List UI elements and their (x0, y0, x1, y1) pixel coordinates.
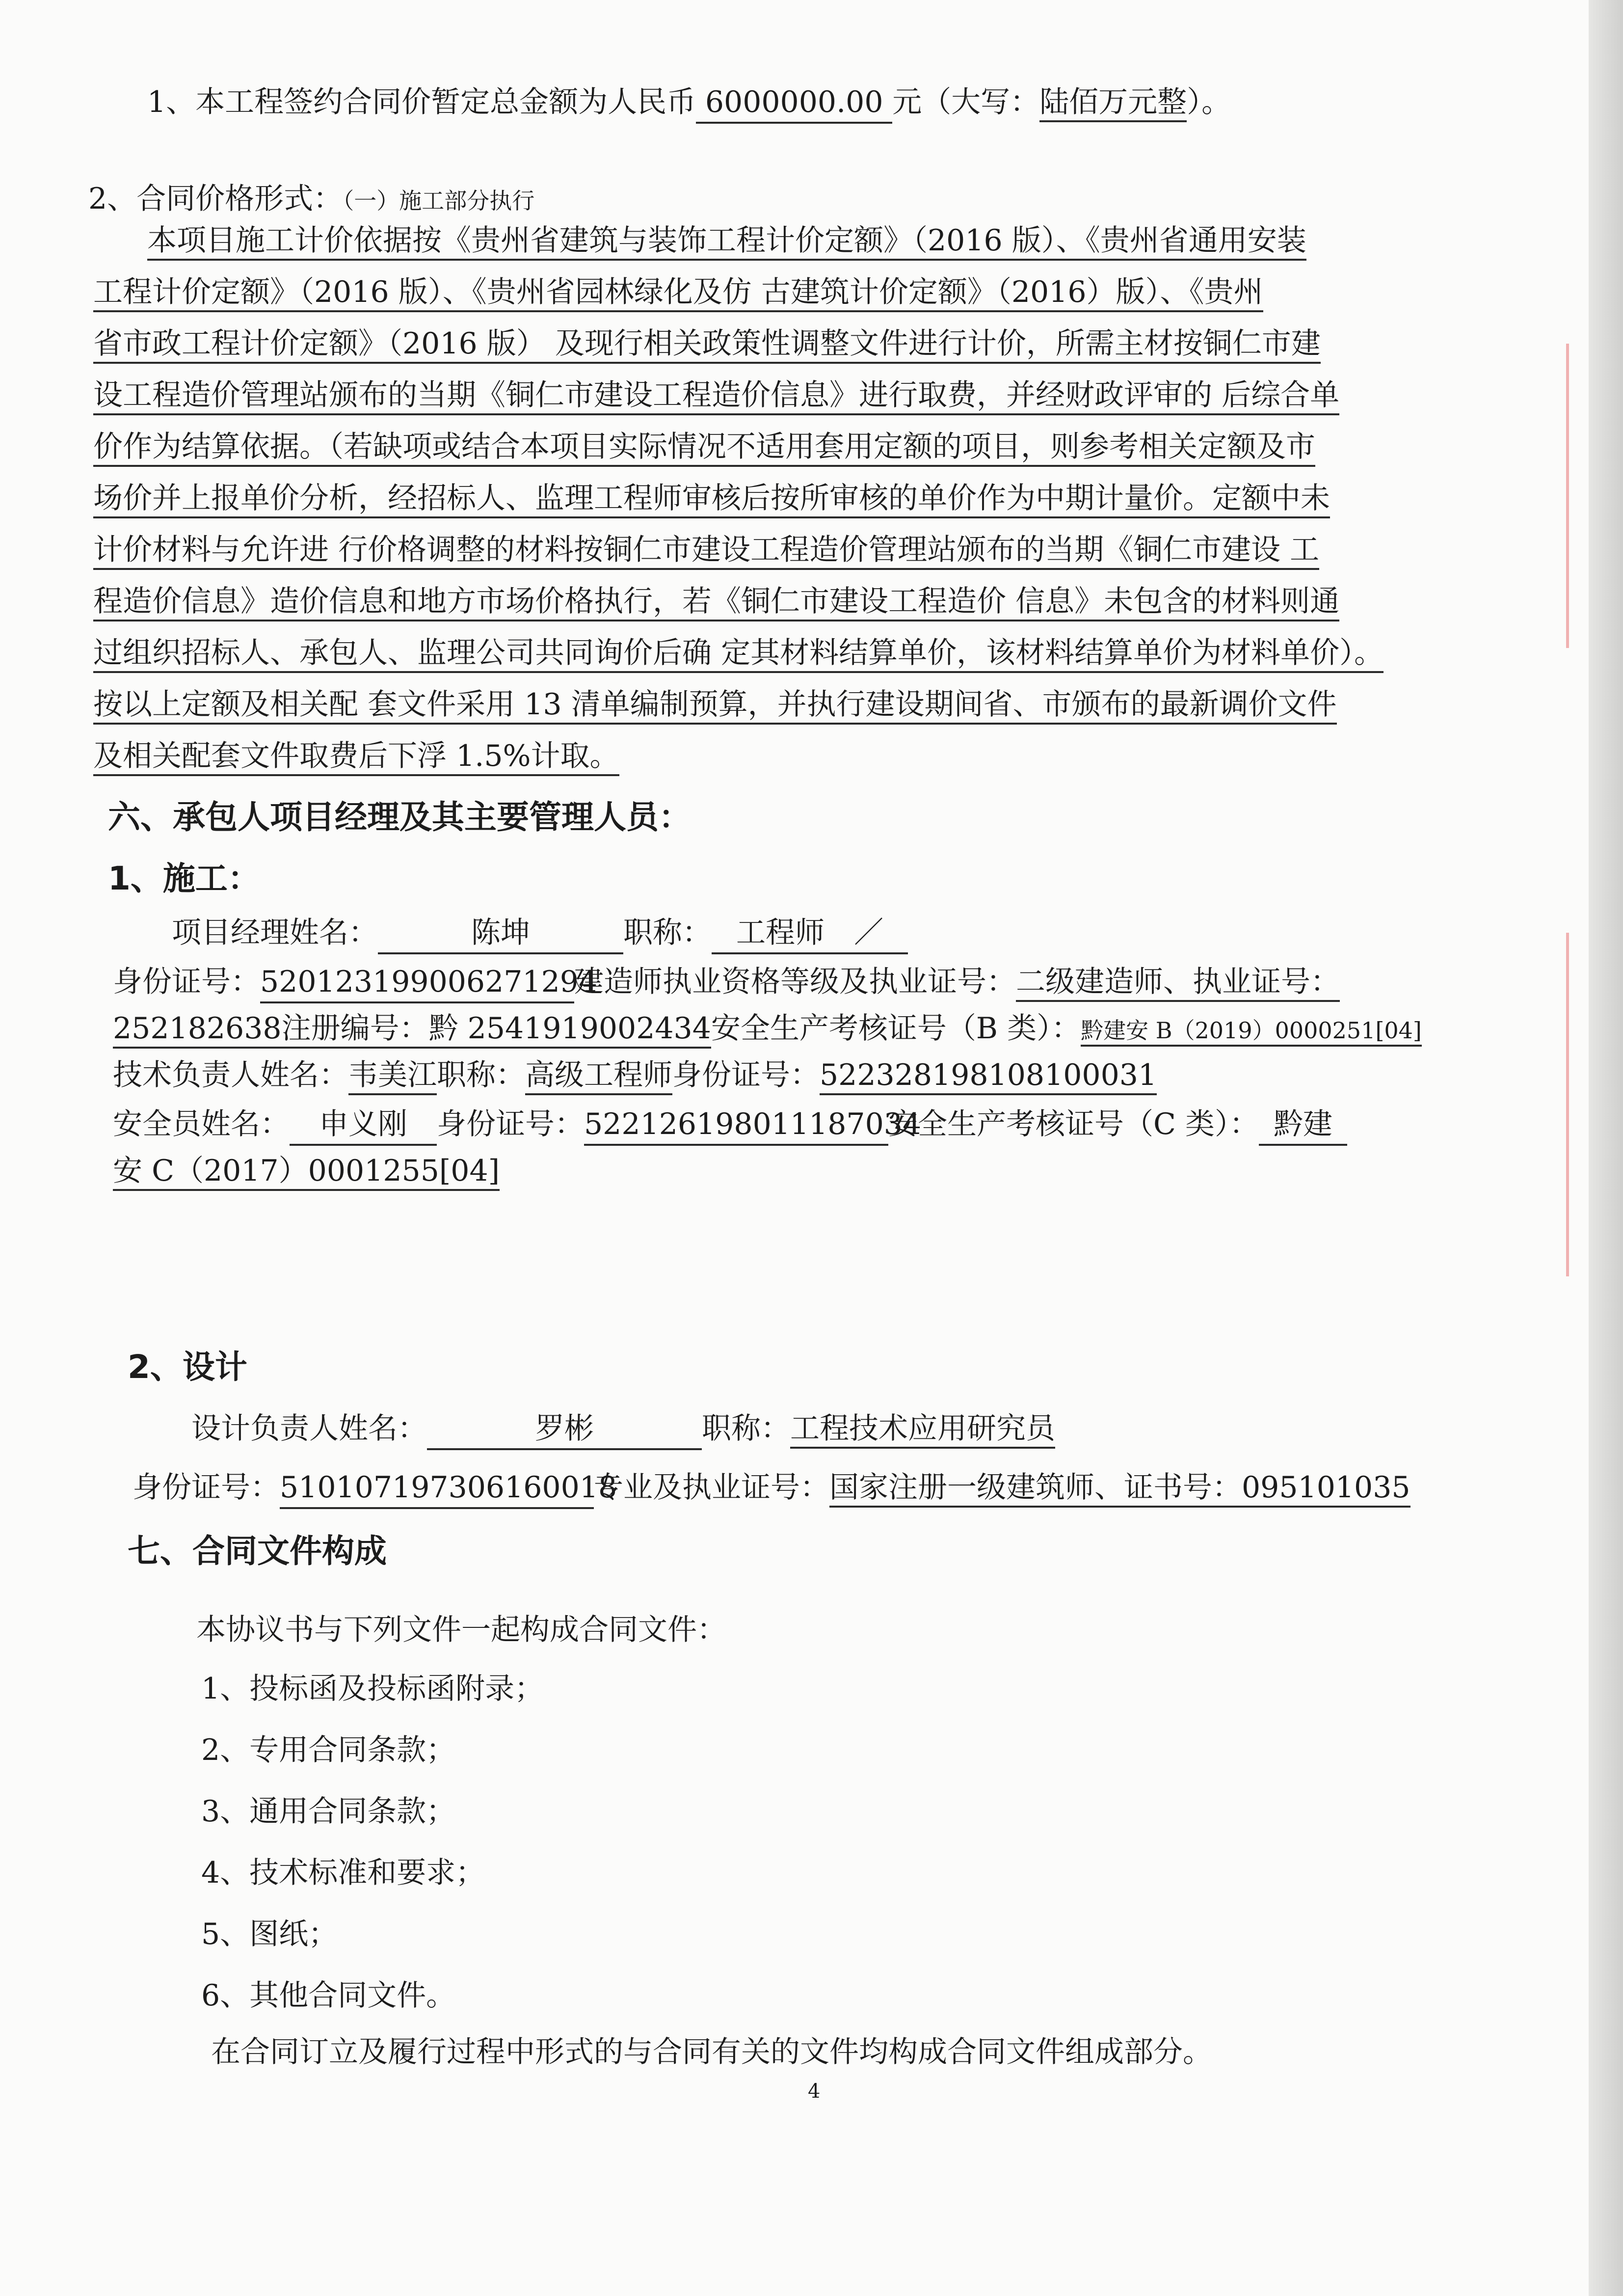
project-manager-id-line: 身份证号：520123199006271294建造师执业资格等级及执业证号：二级建造师、执业证号： (113, 962, 1340, 1003)
price-form-body-line: 省市政工程计价定额》（2016 版） 及现行相关政策性调整文件进行计价，所需主材按铜仁市建 (93, 324, 1321, 363)
technical-lead-line: 技术负责人姓名：韦美江职称：高级工程师身份证号：522328198108100031 (113, 1055, 1157, 1095)
price-form-body-line: 设工程造价管理站颁布的当期《铜仁市建设工程造价信息》进行取费，并经财政评审的 后综合单 (93, 376, 1339, 415)
contract-doc-item: 6、其他合同文件。 (201, 1978, 456, 2013)
page-number: 4 (808, 2080, 821, 2103)
contract-amount: 6000000.00 (696, 82, 892, 124)
project-manager-line: 项目经理姓名： 陈坤 职称： 工程师 ／ (172, 913, 908, 954)
contract-amount-words: 陆佰万元整 (1039, 85, 1187, 122)
contract-doc-item: 4、技术标准和要求； (201, 1856, 485, 1890)
contract-doc-item: 1、投标函及投标函附录； (201, 1672, 544, 1706)
subsection-heading: 1、施工： (108, 860, 260, 897)
contract-docs-closing: 在合同订立及履行过程中形式的与合同有关的文件均构成合同文件组成部分。 (211, 2035, 1212, 2069)
contract-price-line: 1、本工程签约合同价暂定总金额为人民币 6000000.00 元（大写：陆佰万元整）。 (147, 82, 1231, 124)
price-form-body-line: 价作为结算依据。（若缺项或结合本项目实际情况不适用套用定额的项目，则参考相关定额及市 (93, 427, 1315, 466)
section-heading: 六、承包人项目经理及其主要管理人员： (108, 798, 691, 836)
project-manager-reg-line: 252182638注册编号：黔 2541919002434安全生产考核证号（B 类）：黔建安 B（2019）0000251[04] (113, 1009, 1422, 1050)
price-form-body-line: 及相关配套文件取费后下浮 1.5%计取。 (93, 736, 619, 776)
price-form-body-line: 工程计价定额》（2016 版）、《贵州省园林绿化及仿 古建筑计价定额》（2016）版）、《贵州 (93, 272, 1263, 312)
seal-mark (1537, 933, 1569, 1276)
price-form-body-line: 计价材料与允许进 行价格调整的材料按铜仁市建设工程造价管理站颁布的当期《铜仁市建设 工 (93, 530, 1319, 569)
price-form-body-line: 过组织招标人、承包人、监理公司共同询价后确 定其材料结算单价，该材料结算单价为材料单价）。 (93, 633, 1384, 673)
subsection-heading: 2、设计 (128, 1348, 247, 1386)
contract-docs-intro: 本协议书与下列文件一起构成合同文件： (196, 1613, 726, 1647)
price-form-body-line: 按以上定额及相关配 套文件采用 13 清单编制预算，并执行建设期间省、市颁布的最新调价文件 (93, 685, 1337, 724)
safety-officer-cert-line: 安 C（2017）0001255[04] (113, 1151, 500, 1190)
design-lead-line: 设计负责人姓名： 罗彬 职称：工程技术应用研究员 (191, 1409, 1055, 1450)
binding-edge (1589, 0, 1623, 2296)
contract-doc-item: 2、专用合同条款； (201, 1733, 456, 1767)
price-form-body-line: 本项目施工计价依据按《贵州省建筑与装饰工程计价定额》（2016 版）、《贵州省通用安装 (147, 221, 1306, 260)
section-heading: 七、合同文件构成 (128, 1532, 387, 1570)
contract-doc-item: 5、图纸； (201, 1917, 338, 1951)
price-form-label: 2、合同价格形式：（一）施工部分执行 (88, 182, 535, 216)
price-form-body-line: 程造价信息》造价信息和地方市场价格执行，若《铜仁市建设工程造价 信息》未包含的材料则通 (93, 582, 1339, 621)
price-form-body-line: 场价并上报单价分析，经招标人、监理工程师审核后按所审核的单价作为中期计量价。定额中未 (93, 479, 1330, 518)
design-lead-id-line: 身份证号：510107197306160018专业及执业证号：国家注册一级建筑师、证书号：095101035 (133, 1468, 1410, 1509)
safety-officer-line: 安全员姓名： 申义刚 身份证号：522126198011187034安全生产考核证号（C 类）： 黔建 (113, 1105, 1347, 1146)
contract-doc-item: 3、通用合同条款； (201, 1794, 456, 1829)
seal-mark (1537, 344, 1569, 648)
